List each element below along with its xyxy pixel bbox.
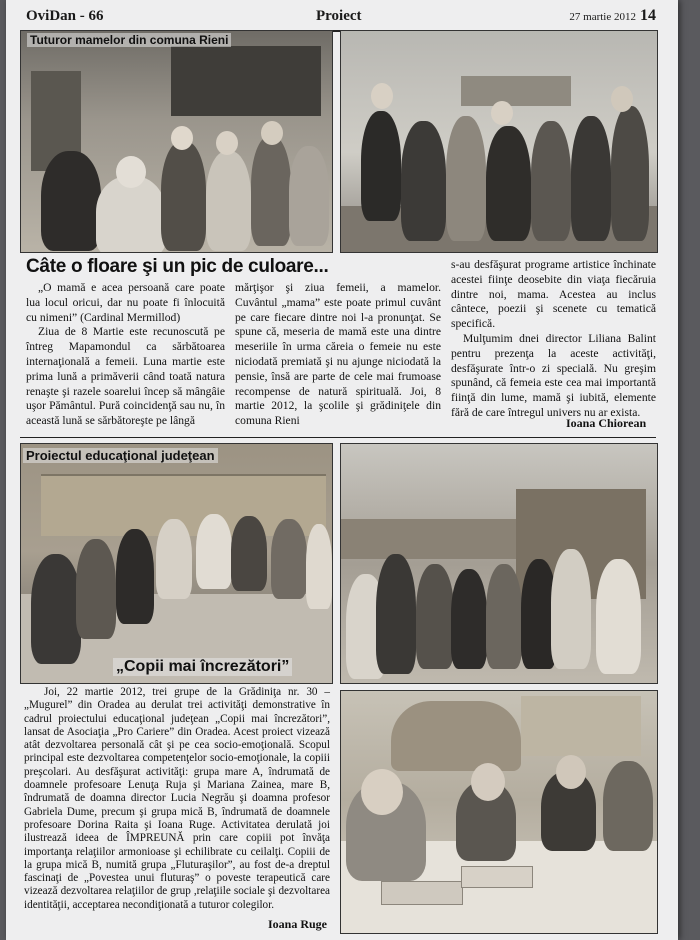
photo-caption: Tuturor mamelor din comuna Rieni — [27, 33, 231, 47]
section-divider — [20, 437, 656, 438]
article1-paragraph: Ziua de 8 Martie este recunoscută pe întreg Mapamondul ca sărbătoarea internaţională a femeii. Luna martie este prima lună a primăverii când toată natura renaşte şi razele soarelui încep să mângâie uşor Pământul. Pură coincidenţă sau nu, în această lună se sărbătoreşte pe lângă — [26, 325, 225, 428]
issue-date: 27 martie 2012 — [569, 11, 636, 23]
article1-quote: „O mamă e acea persoană care poate lua locul oricui, dar nu poate fi înlocuită cu nimeni” (Cardinal Mermillod) — [26, 281, 225, 324]
article1-column2 — [235, 281, 441, 431]
section-title: Proiect — [316, 8, 362, 24]
article1-paragraph: mărţişor şi ziua femeii, a mamelor. Cuvântul „mama” este poate primul cuvânt pe care fiecare dintre noi l-a pronunţat. Se spune că, meseria de mamă este una dintre meseriile în urma căreia o femeie nu este niciodată premiată şi nu ajunge niciodată la pensie, însă are parte de cele mai frumoase recompense de natură spirituală. Joi, 8 martie 2012, la şcolile şi grădiniţele din comuna Rieni — [235, 281, 441, 428]
article-title: Câte o floare şi un pic de culoare... — [26, 256, 329, 277]
page-header — [26, 6, 656, 32]
photo-caption: Proiectul educaţional judeţean — [23, 448, 218, 463]
photo-children-classroom — [20, 30, 333, 253]
issue-date-and-page — [569, 7, 656, 25]
article1-paragraph: Mulţumim dnei director Liliana Balint pentru prezenţa la aceste activităţi, desfăşurate într-o zi specială. Nu greşim spunând, că femeia este cea mai importantă fiinţă din lume, mamă şi iubită, elemente fără de care întregul univers nu ar exista. — [451, 331, 656, 419]
page-number: 14 — [640, 7, 656, 24]
article1-signature: Ioana Chiorean — [566, 416, 647, 430]
photo-children-standing — [340, 443, 658, 684]
article2-signature: Ioana Ruge — [268, 917, 328, 931]
article2-body — [24, 686, 330, 918]
project-title: „Copii mai încrezători” — [113, 658, 292, 676]
photo-children-drawing — [340, 690, 658, 934]
photo-children-circle — [20, 443, 333, 684]
article2-paragraph: Joi, 22 martie 2012, trei grupe de la Grădiniţa nr. 30 – „Mugurel” din Oradea au derulat trei activităţi demonstrative în cadrul proiectului educaţional judeţean „Copii mai încrezători”, lansat de Asociaţia „Pro Cariere” din Oradea. Acest proiect vizează atât dezvoltarea personală cât şi pe cea socio-emoţională. Scopul principal este dezvoltarea competenţelor socio-emoţionale, la copiii preşcolari. Au desfăşurat activităţi: grupa mare A, îndrumată de doamnele profesoare Lenuţa Ruja şi Mariana Zainea, mare B, îndrumată de doamna director Lucia Negrău şi doamna profesor Gabriela Dume, precum şi grupa mică B, îndrumată de doamnele profesoare Dorina Raita şi Ioana Ruge. Activitatea derulată joi ilustrează ideea de ÎMPREUNĂ prin care copiii pot învăţa importanţa relaţiilor armonioase şi echilibrate cu ceilalţi. Copiii de la grupa mică B, numită grupa „Fluturaşilor”, au fost de-a dreptul fascinaţi de „Povestea unui fluturaş” o poveste terapeutică care vizează dezvoltarea relaţiilor de grup ,relaţiile sociale şi dezvoltarea identităţii, acceptarea necondiţionată a tuturor colegilor. — [24, 686, 330, 911]
article1-column3 — [451, 258, 656, 418]
photo-children-group — [340, 30, 658, 253]
newspaper-page — [6, 0, 678, 940]
article1-paragraph: s-au desfăşurat programe artistice închinate acestei fiinţe deosebite din viaţa fiecăruia dintre noi, mama. Acestea au inclus cântece, poezii şi scenete cu tematică specifică. — [451, 258, 656, 331]
article1-column1 — [26, 281, 225, 431]
publication-name: OviDan - 66 — [26, 8, 104, 24]
